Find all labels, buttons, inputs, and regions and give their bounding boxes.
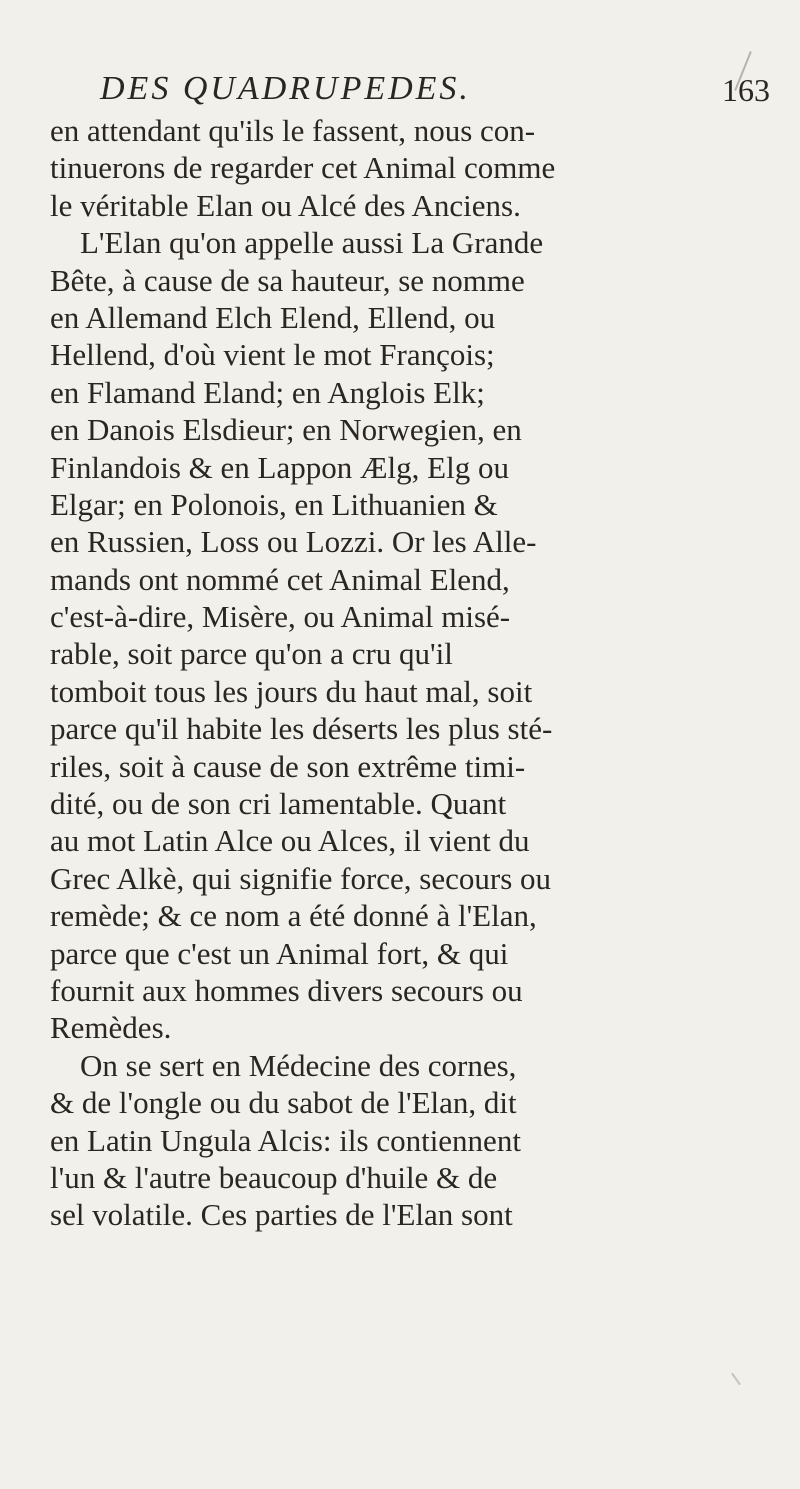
text-line: fournit aux hommes divers secours ou xyxy=(50,972,523,1008)
text-line: au mot Latin Alce ou Alces, il vient du xyxy=(50,823,530,859)
text-line: Grec Alkè, qui signifie force, secours ou xyxy=(50,860,552,896)
text-line: L'Elan qu'on appelle aussi La Grande xyxy=(80,225,544,261)
text-line: tomboit tous les jours du haut mal, soit xyxy=(50,673,533,709)
text-line: en Flamand Eland; en Anglois Elk; xyxy=(50,374,485,410)
text-line: riles, soit à cause de son extrême timi- xyxy=(50,748,526,784)
text-line: en Danois Elsdieur; en Norwegien, en xyxy=(50,412,522,448)
text-line: mands ont nommé cet Animal Elend, xyxy=(50,561,510,597)
text-line: Hellend, d'où vient le mot François; xyxy=(50,337,495,373)
text-line: Finlandois & en Lappon Ælg, Elg ou xyxy=(50,449,509,485)
text-line: sel volatile. Ces parties de l'Elan sont xyxy=(50,1197,513,1233)
page-number: 163 xyxy=(722,72,770,108)
text-line: le véritable Elan ou Alcé des Anciens. xyxy=(50,187,521,223)
text-line: tinuerons de regarder cet Animal comme xyxy=(50,150,556,186)
text-line: Remèdes. xyxy=(50,1010,172,1046)
text-line: rable, soit parce qu'on a cru qu'il xyxy=(50,636,453,672)
page-header xyxy=(100,70,790,116)
text-line: Elgar; en Polonois, en Lithuanien & xyxy=(50,486,498,522)
text-line: remède; & ce nom a été donné à l'Elan, xyxy=(50,898,537,934)
text-line: en Allemand Elch Elend, Ellend, ou xyxy=(50,299,496,335)
text-line: parce qu'il habite les déserts les plus sté- xyxy=(50,711,553,747)
body-text xyxy=(50,112,770,1234)
running-head: DES QUADRUPEDES. xyxy=(100,70,471,107)
text-line: parce que c'est un Animal fort, & qui xyxy=(50,935,509,971)
text-line: dité, ou de son cri lamentable. Quant xyxy=(50,786,507,822)
text-line: l'un & l'autre beaucoup d'huile & de xyxy=(50,1159,498,1195)
text-line: On se sert en Médecine des cornes, xyxy=(80,1047,517,1083)
text-line: en attendant qu'ils le fassent, nous con- xyxy=(50,113,536,148)
text-line: c'est-à-dire, Misère, ou Animal misé- xyxy=(50,599,511,635)
text-line: en Latin Ungula Alcis: ils contiennent xyxy=(50,1122,521,1158)
pencil-mark xyxy=(731,1373,741,1386)
text-line: en Russien, Loss ou Lozzi. Or les Alle- xyxy=(50,524,537,560)
text-line: & de l'ongle ou du sabot de l'Elan, dit xyxy=(50,1085,517,1121)
text-line: Bête, à cause de sa hauteur, se nomme xyxy=(50,262,525,298)
